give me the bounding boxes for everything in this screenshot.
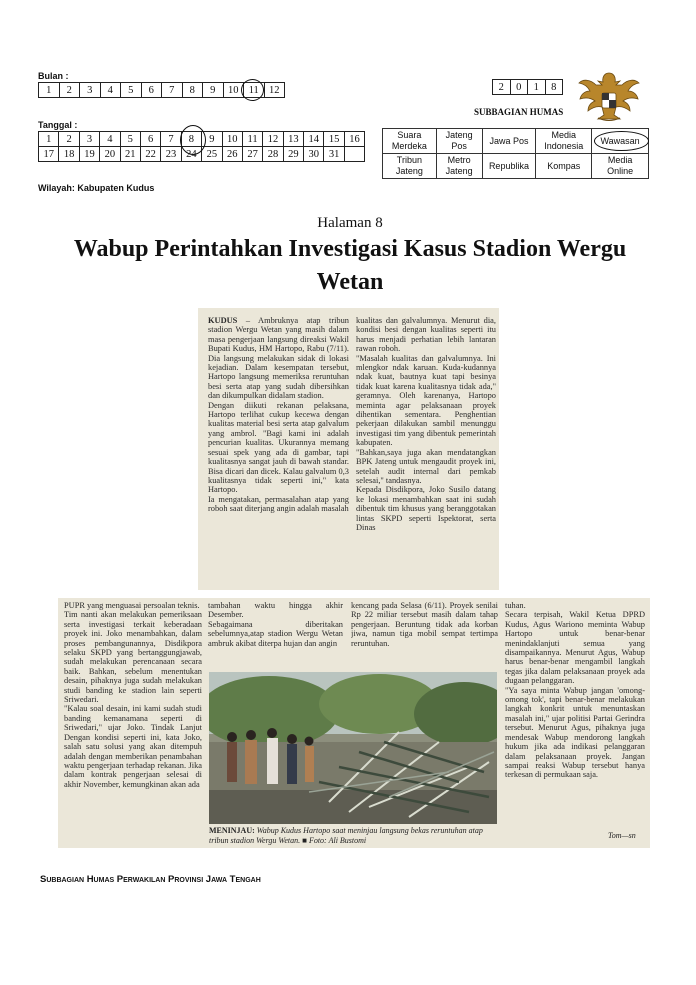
article-col6: tuhan. Secara terpisah, Wakil Ketua DPRD Kudus, Agus Wariono meminta Wabup Hartopo untuk benar-benar menindaklanjuti semua yang disampaikannya. Menurut Agus, Wabup harus benar-benar mengambil langkah tegas jika dalam pelaksanaan proyek ada dugaan pelanggaran. "Ya saya minta Wabup jangan 'omong-omong tok', tapi benar-benar melakukan langkah konkrit untuk menuntaskan masalah ini," ujar politisi Partai Gerindra tersebut. Menurut Agus, pihaknya juga mendesak Wabup mendorong langkah hukum jika ada indikasi pelanggaran dalam pelaksanaan proyek. Jangan sampai reaksi Wabup tersebut hanya terkesan di permukaan saja.	[505, 601, 645, 780]
paper-suara-merdeka: Suara Merdeka	[383, 129, 437, 154]
month-cell-7: 7	[162, 83, 183, 98]
day-cell-28: 28	[263, 147, 283, 162]
garuda-emblem-icon	[576, 69, 642, 123]
day-cell-20: 20	[100, 147, 120, 162]
day-cell-31: 31	[324, 147, 344, 162]
caption-lead: MENINJAU:	[209, 826, 255, 835]
day-cell-3: 3	[79, 132, 99, 147]
page-number: Halaman 8	[317, 215, 383, 231]
selected-month-circle	[241, 79, 264, 101]
day-cell-23: 23	[161, 147, 181, 162]
article-headline: Wabup Perintahkan Investigasi Kasus Stadion Wergu Wetan	[73, 236, 627, 295]
day-cell-10: 10	[222, 132, 242, 147]
day-cell-1: 1	[39, 132, 59, 147]
year-digit-0: 0	[510, 80, 528, 95]
paper-jateng-pos: Jateng Pos	[436, 129, 482, 154]
day-cell-15: 15	[324, 132, 344, 147]
paper-media-indonesia: Media Indonesia	[536, 129, 592, 154]
day-cell-16: 16	[344, 132, 364, 147]
day-cell-27: 27	[242, 147, 262, 162]
day-cell-9: 9	[202, 132, 222, 147]
year-grid	[492, 79, 563, 95]
day-cell-14: 14	[304, 132, 324, 147]
month-cell-4: 4	[100, 83, 121, 98]
month-cell-8: 8	[182, 83, 203, 98]
day-cell-empty	[344, 147, 364, 162]
year-digit-8: 8	[545, 80, 563, 95]
paper-republika: Republika	[482, 154, 536, 179]
day-cell-6: 6	[140, 132, 160, 147]
article-photo	[209, 672, 497, 824]
day-cell-8: 8	[181, 132, 201, 147]
month-cell-5: 5	[121, 83, 142, 98]
month-cell-10: 10	[223, 83, 244, 98]
day-cell-17: 17	[39, 147, 59, 162]
day-cell-12: 12	[263, 132, 283, 147]
selected-day-circle	[180, 125, 206, 155]
day-cell-19: 19	[79, 147, 99, 162]
article-col4: tambahan waktu hingga akhir Desember. Sebagaimana diberitakan sebelumnya,atap stadion Wergu Wetan ambruk akibat diterpa hujan dan angin	[208, 601, 343, 648]
month-cell-3: 3	[80, 83, 101, 98]
day-cell-4: 4	[100, 132, 120, 147]
paper-tribun-jateng: Tribun Jateng	[383, 154, 437, 179]
day-cell-26: 26	[222, 147, 242, 162]
month-cell-9: 9	[203, 83, 224, 98]
day-cell-2: 2	[59, 132, 79, 147]
footer-agency: Subbagian Humas Perwakilan Provinsi Jawa Tengah	[40, 874, 261, 885]
wilayah-label: Wilayah: Kabupaten Kudus	[38, 183, 155, 193]
day-cell-11: 11	[242, 132, 262, 147]
month-cell-11: 11	[244, 83, 265, 98]
article-col5: kencang pada Selasa (6/11). Proyek senilai Rp 22 miliar tersebut masih dalam tahap pengerjaan. Beruntung tidak ada korban jiwa, namun tiga mobil sempat tertimpa reruntuhan.	[351, 601, 498, 648]
day-cell-29: 29	[283, 147, 303, 162]
article-col2: kualitas dan galvalumnya. Menurut dia, kondisi besi dengan kualitas seperti itu harus menjadi perhatian lebih lantaran rawan roboh. "Masalah kualitas dan galvalumnya. Ini mlengkor ndak karuan. Kuda-kudannya ndak kuat, bautnya kuat tapi besinya tidak kuat karena kualitasnya tidak ada," geramnya. Oleh karenanya, Hartopo meminta agar pelaksanaan proyek dihentikan sementara. Penghentian pekerjaan dilakukan sambil menunggu investigasi tim yang dibentuk pemerintah kabupaten. "Bahkan,saya juga akan mendatangkan BPK Jateng untuk mengaudit proyek ini, setelah audit internal dari pemkab selesai," tandasnya. Kepada Disdikpora, Joko Susilo datang ke lokasi menambahkan saat ini sudah dibentuk tim khusus yang beranggotakan lintas SKPD seperti Ispektorat, serta Dinas	[356, 316, 496, 532]
day-cell-22: 22	[140, 147, 160, 162]
year-digit-2: 2	[493, 80, 511, 95]
paper-wawasan: Wawasan	[592, 129, 649, 154]
paper-media-online: Media Online	[592, 154, 649, 179]
month-cell-2: 2	[59, 83, 80, 98]
agency-label: SUBBAGIAN HUMAS	[474, 107, 564, 117]
day-cell-24: 24	[181, 147, 201, 162]
month-cell-12: 12	[264, 83, 285, 98]
selected-newspaper-circle	[594, 131, 649, 151]
paper-kompas: Kompas	[536, 154, 592, 179]
day-cell-25: 25	[202, 147, 222, 162]
article-col1: KUDUS – Ambruknya atap tribun stadion Wergu Wetan yang masih dalam masa pengerjaan langsung direaksi Wakil Bupati Kudus, HM Hartopo, Rabu (7/11). Dia langsung melakukan sidak di lokasi kejadian. Dalam kesempatan tersebut, Hartopo langsung memeriksa reruntuhan besi serta atap yang sudah dibersihkan dan dikumpulkan didalam stadion. Dengan diikuti rekanan pelaksana, Hartopo terlihat cukup kecewa dengan kualitas material besi serta atap galvalum yang ambrol. "Bagi kami ini adalah pencurian kualitas. Ukurannya memang sesuai spek yang ada di gambar, tapi kualitasnya sangat jauh di bawah standar. Bisa dicari dan dicek. Kalau galvalum 0,3 kualitasnya tidak seperti ini," kata Hartopo. Ia mengatakan, permasalahan atap yang roboh saat diterjang angin adalah masalah	[208, 316, 349, 514]
month-cell-6: 6	[141, 83, 162, 98]
year-digit-1: 1	[528, 80, 546, 95]
day-cell-30: 30	[304, 147, 324, 162]
month-cell-1: 1	[39, 83, 60, 98]
tanggal-label: Tanggal :	[38, 120, 78, 130]
day-cell-18: 18	[59, 147, 79, 162]
day-cell-13: 13	[283, 132, 303, 147]
day-cell-5: 5	[120, 132, 140, 147]
stadium-ruins-photo-icon	[209, 672, 497, 824]
article-byline: Tom—sn	[608, 831, 636, 840]
day-cell-21: 21	[120, 147, 140, 162]
article-col3: PUPR yang menguasai persoalan teknis. Tim nanti akan melakukan pemeriksaan serta investigasi terkait keberadaan proyek ini. Joko menambahkan, dalam proses pembangunannya, Disdikpora selaku SKPD yang bertanggungjawab, sudah melakukan perencanaan secara baik. Bahkan, sebelum menentukan desain, pihaknya juga sudah melakukan studi banding ke stadion lain seperti Sriwedari. "Kalau soal desain, ini kami sudah studi banding kemanamana seperti di Sriwedari," ujar Joko. Tindak Lanjut Dengan kondisi seperti ini, kata Joko, salah satu solusi yang akan ditempuh adalah dengan memberikan penambahan waktu pengerjaan terhadap rekanan. Jika dalam kontrak pengerjaan selesai di akhir November, kemungkinan akan ada	[64, 601, 202, 789]
photo-caption: MENINJAU: Wabup Kudus Hartopo saat meninjau langsung bekas reruntuhan atap tribun stadion Wergu Wetan. ■ Foto: Ali Bustomi	[209, 826, 483, 845]
article-dateline: KUDUS	[208, 316, 238, 325]
day-cell-7: 7	[161, 132, 181, 147]
paper-jawa-pos: Jawa Pos	[482, 129, 536, 154]
bulan-label: Bulan :	[38, 71, 69, 81]
paper-metro-jateng: Metro Jateng	[436, 154, 482, 179]
